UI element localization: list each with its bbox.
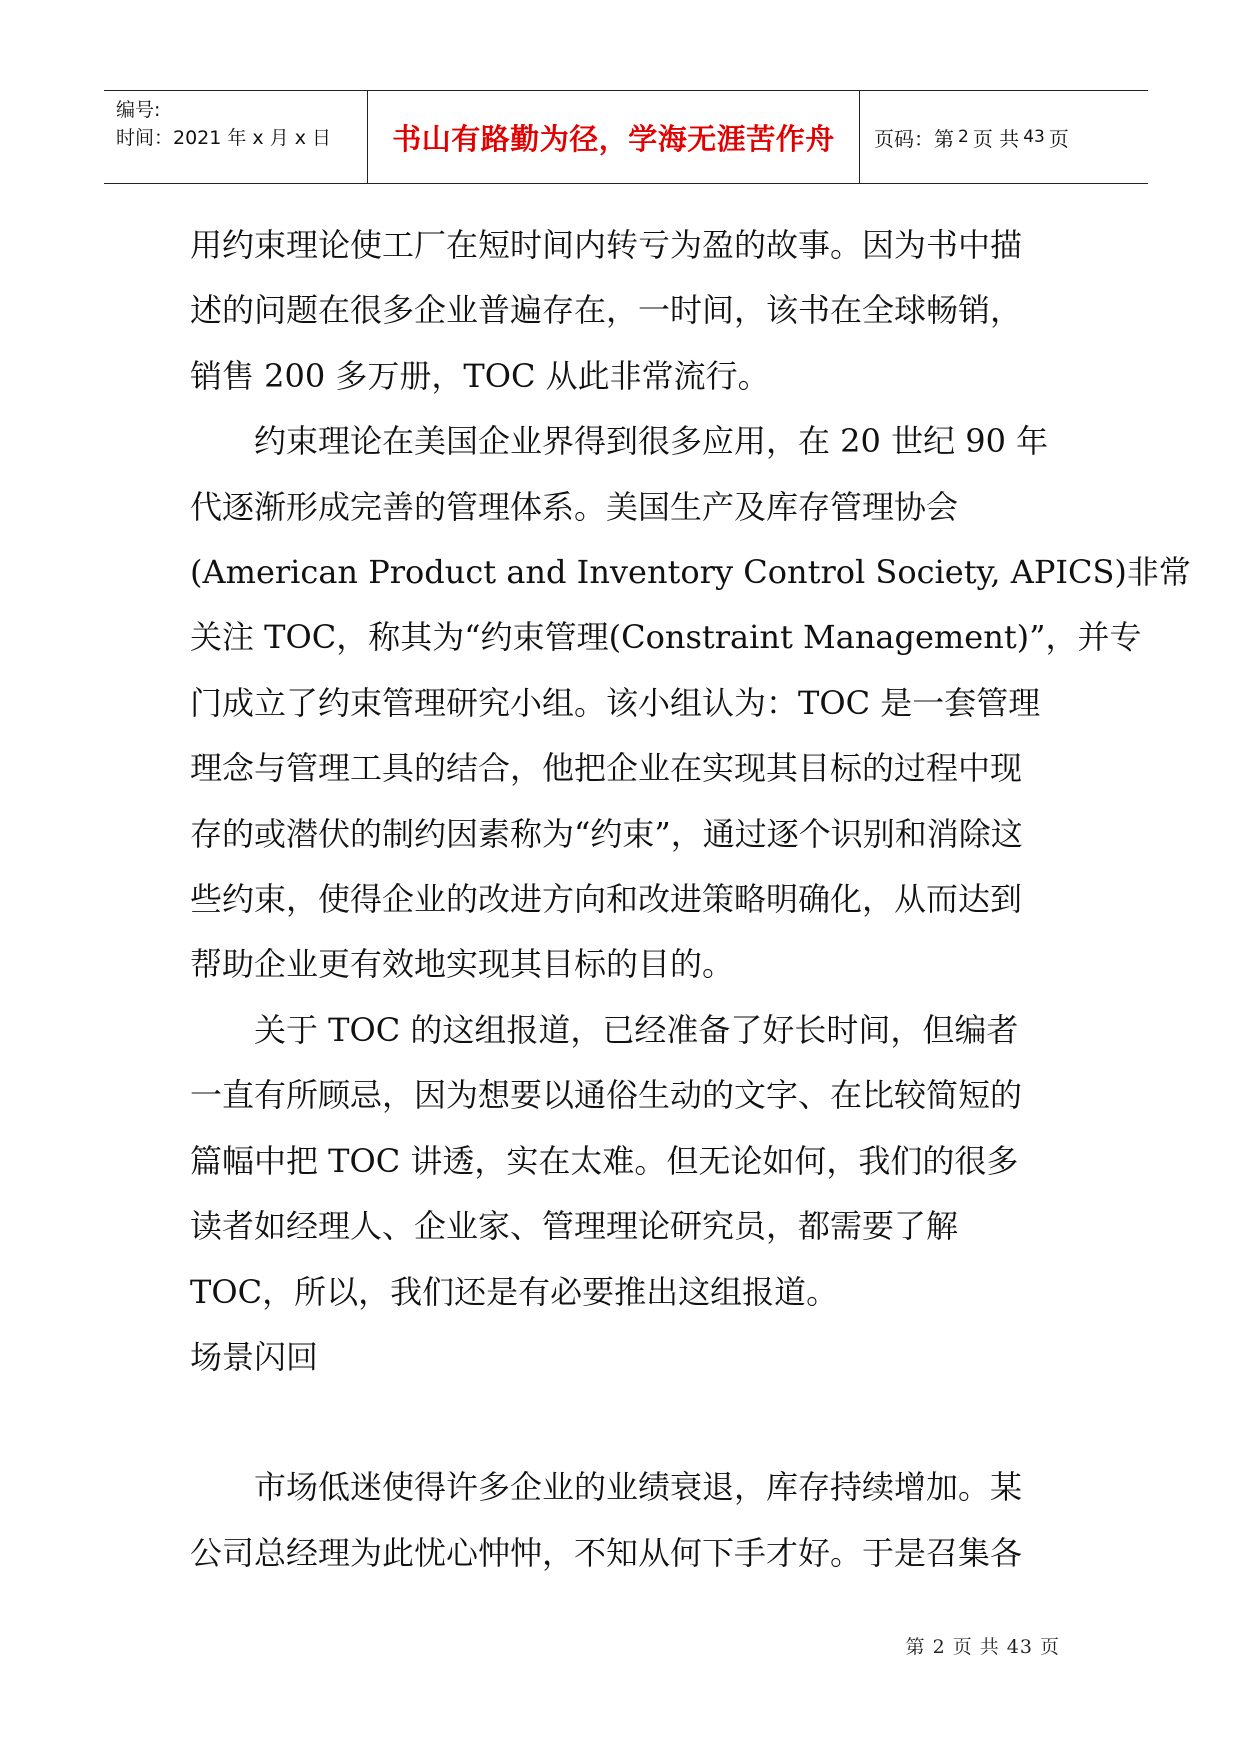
body-line: 代逐渐形成完善的管理体系。美国生产及库存管理协会 [190, 487, 959, 526]
code-label: 编号: [116, 99, 161, 121]
body-line: 读者如经理人、企业家、管理理论研究员，都需要了解 [190, 1207, 959, 1246]
body-line: 些约束，使得企业的改进方向和改进策略明确化，从而达到 [190, 880, 1023, 919]
section-heading: 场景闪回 [190, 1337, 319, 1376]
body-line: 销售 200 多万册，TOC 从此非常流行。 [190, 356, 770, 395]
body-line: 存的或潜伏的制约因素称为“约束”，通过逐个识别和消除这 [190, 814, 1023, 853]
page-label-middle: 页 共 [972, 126, 1020, 151]
header-page-indicator [874, 90, 1148, 184]
document-body [190, 213, 1191, 1586]
page-total: 43 [1023, 127, 1045, 147]
body-line: 公司总经理为此忧心忡忡，不知从何下手才好。于是召集各 [190, 1533, 1023, 1572]
body-line: 一直有所顾忌，因为想要以通俗生动的文字、在比较简短的 [190, 1076, 1023, 1115]
body-line: TOC，所以，我们还是有必要推出这组报道。 [190, 1272, 839, 1311]
body-line: 市场低迷使得许多企业的业绩衰退，库存持续增加。某 [254, 1468, 1023, 1507]
body-line: 用约束理论使工厂在短时间内转亏为盈的故事。因为书中描 [190, 226, 1023, 264]
body-line: 门成立了约束管理研究小组。该小组认为：TOC 是一套管理 [190, 683, 1041, 722]
body-line: 关注 TOC，称其为“约束管理(Constraint Management)”，并专 [190, 618, 1142, 657]
body-line: 关于 TOC 的这组报道，已经准备了好长时间，但编者 [254, 1010, 1019, 1049]
page-label-prefix: 页码：第 [874, 126, 954, 151]
body-line: 篇幅中把 TOC 讲透，实在太难。但无论如何，我们的很多 [190, 1141, 1019, 1180]
body-line: 述的问题在很多企业普遍存在，一时间，该书在全球畅销， [190, 291, 1023, 330]
header-motto: 书山有路勤为径，学海无涯苦作舟 [392, 121, 835, 156]
body-line: (American Product and Inventory Control Society, APICS)非常 [190, 553, 1191, 592]
header-meta [116, 96, 361, 152]
page-header [104, 90, 1148, 184]
page-footer: 第 2 页 共 43 页 [905, 1636, 1060, 1658]
body-line: 理念与管理工具的结合，他把企业在实现其目标的过程中现 [190, 749, 1023, 788]
body-line: 帮助企业更有效地实现其目标的目的。 [190, 945, 735, 984]
header-divider-right [859, 90, 860, 184]
time-label: 时间：2021 年 x 月 x 日 [116, 127, 332, 149]
header-bottom-rule [104, 183, 1148, 184]
page-current: 2 [958, 127, 969, 147]
page-label-suffix: 页 [1048, 126, 1069, 151]
spacer [190, 1390, 1070, 1455]
body-line: 约束理论在美国企业界得到很多应用，在 20 世纪 90 年 [254, 422, 1049, 461]
